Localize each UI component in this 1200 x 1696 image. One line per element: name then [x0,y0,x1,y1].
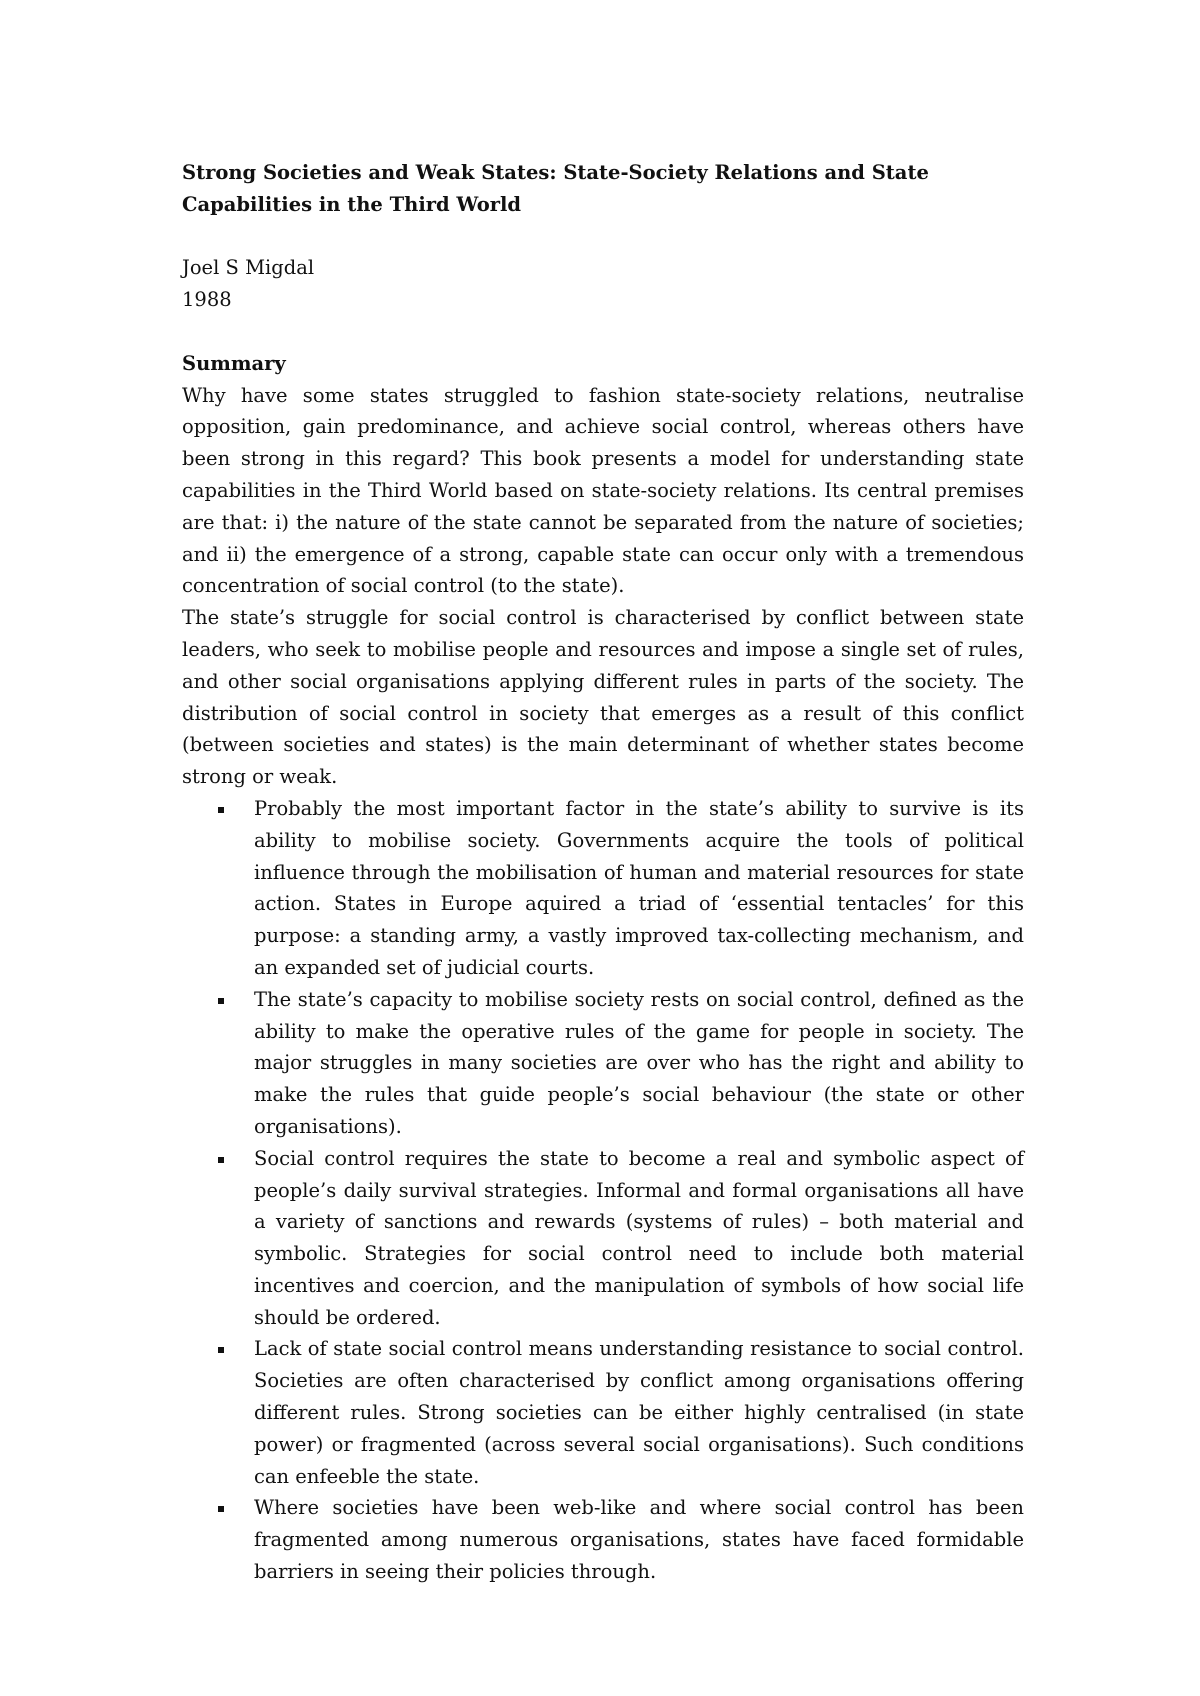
square-bullet-icon [218,1157,224,1163]
bullet-item-2 [182,984,1024,1143]
publication-year: 1988 [182,288,232,312]
square-bullet-icon [218,1506,224,1512]
author-name: Joel S Migdal [182,256,315,280]
bullet-text-5: Where societies have been web-like and where social control has been fragmented among numerous organisations, states have faced formidable barriers in seeing their policies through. [254,1496,1024,1584]
bullet-text-4: Lack of state social control means understanding resistance to social control. Societies are often characterised by conflict among organisations offering different rules. Strong societies can be either highly centralised (in state power) or fragmented (across several social organisations). Such conditions can enfeeble the state. [254,1337,1024,1488]
bullet-text-2: The state’s capacity to mobilise society rests on social control, defined as the ability to make the operative rules of the game for people in society. The major struggles in many societies are over who has the right and ability to make the rules that guide people’s social behaviour (the state or other organisations). [254,987,1024,1138]
square-bullet-icon [218,1347,224,1353]
summary-paragraph-1: Why have some states struggled to fashion state-society relations, neutralise opposition, gain predominance, and achieve social control, whereas others have been strong in this regard? This book presents a model for understanding state capabilities in the Third World based on state-society relations. Its central premises are that: i) the nature of the state cannot be separated from the nature of societies; and ii) the emergence of a strong, capable state can occur only with a tremendous concentration of social control (to the state). [182,383,1024,598]
summary-paragraph-2: The state’s struggle for social control is characterised by conflict between state leaders, who seek to mobilise people and resources and impose a single set of rules, and other social organisations applying different rules in parts of the society. The distribution of social control in society that emerges as a result of this conflict (between societies and states) is the main determinant of whether states become strong or weak. [182,606,1024,789]
bullet-item-5 [182,1492,1024,1587]
bullet-item-1 [182,793,1024,984]
bullet-item-4 [182,1333,1024,1492]
summary-heading: Summary [182,351,286,375]
author-block [182,252,1024,316]
document-page [182,157,1024,1588]
document-title: Strong Societies and Weak States: State-Society Relations and State Capabilities in the Third World [182,161,929,216]
bullet-list [182,793,1024,1588]
bullet-text-1: Probably the most important factor in the state’s ability to survive is its ability to mobilise society. Governments acquire the tools of political influence through the mobilisation of human and material resources for state action. States in Europe aquired a triad of ‘essential tentacles’ for this purpose: a standing army, a vastly improved tax-collecting mechanism, and an expanded set of judicial courts. [254,796,1024,979]
bullet-text-3: Social control requires the state to become a real and symbolic aspect of people’s daily survival strategies. Informal and formal organisations all have a variety of sanctions and rewards (systems of rules) – both material and symbolic. Strategies for social control need to include both material incentives and coercion, and the manipulation of symbols of how social life should be ordered. [254,1146,1024,1329]
square-bullet-icon [218,807,224,813]
square-bullet-icon [218,998,224,1004]
bullet-item-3 [182,1143,1024,1334]
